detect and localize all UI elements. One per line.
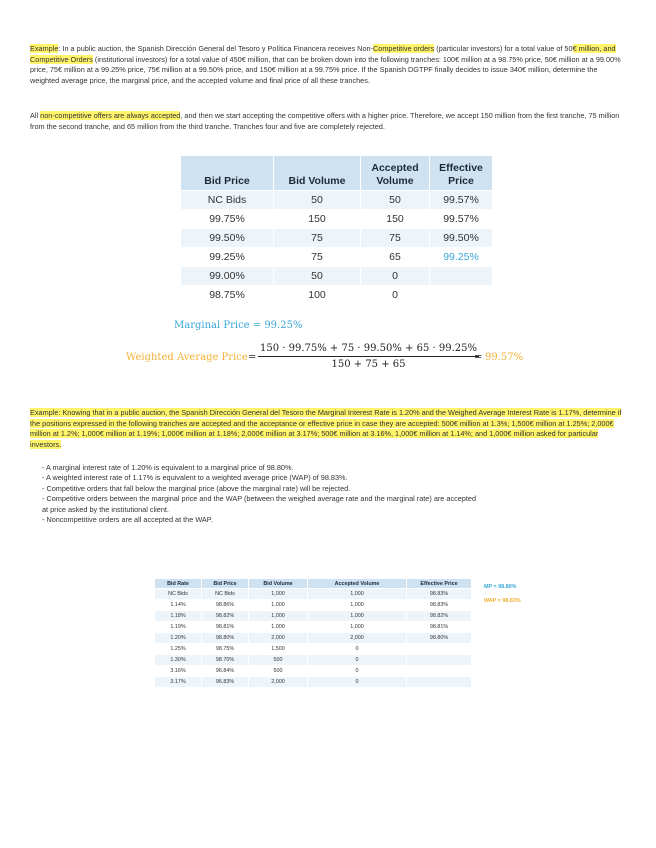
auction-table-1 [180,155,493,305]
equals-sign: = [474,352,483,363]
example-label: Example [30,408,59,417]
list-item: - Noncompetitive orders are all accepted at the WAP. [42,515,213,525]
table-row: 1.18% 98.82% 1,000 1,000 98.82% [155,611,471,621]
header-accepted-volume: Accepted Volume [308,579,406,588]
table-row: 1.25% 98.75% 1,500 0 [155,644,471,654]
table-row: 1.19% 98.81% 1,000 1,000 98.81% [155,622,471,632]
example2-paragraph: Example: Knowing that in a public auction, the Spanish Dirección General del Tesoro the Marginal Interest Rate is 1.20% and the Weighed Average Interest Rate is 1.17%, determine if the positions expressed in the following tranches are accepted and the acceptance or effective price in case they are accepted: 500€ million at 1.3%; 1,500€ million at 1.25%; 2,000€ million at 1.2%; 1,000€ million at 1.19%; 1,000€ million at 1.18%; 2,000€ million at 3.17%; 500€ million at 3.16%, 1,000€ million at 1.14%; and 1,000€ million asked for particular investors. [30,408,622,449]
table-row: 99.25% 75 65 99.25% [181,248,492,266]
table-row: 3.17% 96.83% 2,000 0 [155,677,471,687]
example1-paragraph: Example: In a public auction, the Spanish Dirección General del Tesoro y Política Financera receives Non-Competitive orders (particular investors) for a total value of 50€ million, and Competitive Orders (institutional investors) for a total value of 450€ million, that can be broken down into the following tranches: 100€ million at a 98.75% price, 50€ million at a 99.00% price, 75€ million at a 99.25% price, 75€ million at a 99.50% price, and 150€ million at a 99.75% price. If the Spanish DGTPF finally decides to issue 340€ million, determine the weighted average price, the marginal price, and the accepted volume and final price of all these tranches. [30,44,621,85]
mp-label: MP = 98.80% [484,584,517,590]
table-row: 99.75% 150 150 99.57% [181,210,492,228]
fraction-numerator: 150 · 99.75% + 75 · 99.50% + 65 · 99.25% [258,343,479,357]
table-row: 3.16% 96.84% 500 0 [155,666,471,676]
example1-explanation: All non-competitive offers are always accepted, and then we start accepting the competitive offers with a higher price. Therefore, we accept 150 million from the first tranche, 75 million from the second tranche, and 65 million from the third tranche. Tranches four and five are completely rejected. [30,111,620,131]
fraction-denominator: 150 + 75 + 65 [331,359,406,370]
list-item: - Competitive orders that fall below the marginal price (above the marginal rate) will be rejected. [42,483,351,493]
table-row: 1.30% 98.70% 500 0 [155,655,471,665]
example-label: Example [30,44,59,53]
table-row: NC Bids NC Bids 1,000 1,000 98.83% [155,589,471,599]
bullet-list [42,463,482,525]
auction-table-2 [154,578,472,688]
wap-value: 99.57% [485,352,524,363]
header-bid-volume: Bid Volume [249,579,307,588]
header-accepted-volume: Accepted Volume [361,156,429,190]
table-row: 1.14% 98.86% 1,000 1,000 98.83% [155,600,471,610]
header-bid-volume: Bid Volume [274,156,360,190]
header-bid-rate: Bid Rate [155,579,201,588]
wap-label: Weighted Average Price [126,352,248,363]
header-bid-price: Bid Price [202,579,248,588]
header-bid-price: Bid Price [181,156,273,190]
table-row: 1.20% 98.80% 2,000 2,000 98.80% [155,633,471,643]
list-item: - Competitive orders between the marginal price and the WAP (between the weighed average rate and the marginal rate) are accepted at price asked by the institutional client. [42,494,477,514]
table-row: 98.75% 100 0 [181,286,492,304]
table-row: 99.50% 75 75 99.50% [181,229,492,247]
list-item: - A marginal interest rate of 1.20% is equivalent to a marginal price of 98.80%. [42,463,294,472]
marginal-price-formula: Marginal Price = 99.25% [174,320,303,331]
table-row: NC Bids 50 50 99.57% [181,191,492,209]
wap-fraction [258,343,479,370]
wap-side-label: WAP = 98.83% [484,598,521,604]
header-effective-price: Effective Price [407,579,471,588]
table-row: 99.00% 50 0 [181,267,492,285]
header-effective-price: Effective Price [430,156,492,190]
list-item: - A weighted interest rate of 1.17% is equivalent to a weighted average price (WAP) of 98.83%. [42,473,348,483]
equals-sign: = [248,352,257,363]
